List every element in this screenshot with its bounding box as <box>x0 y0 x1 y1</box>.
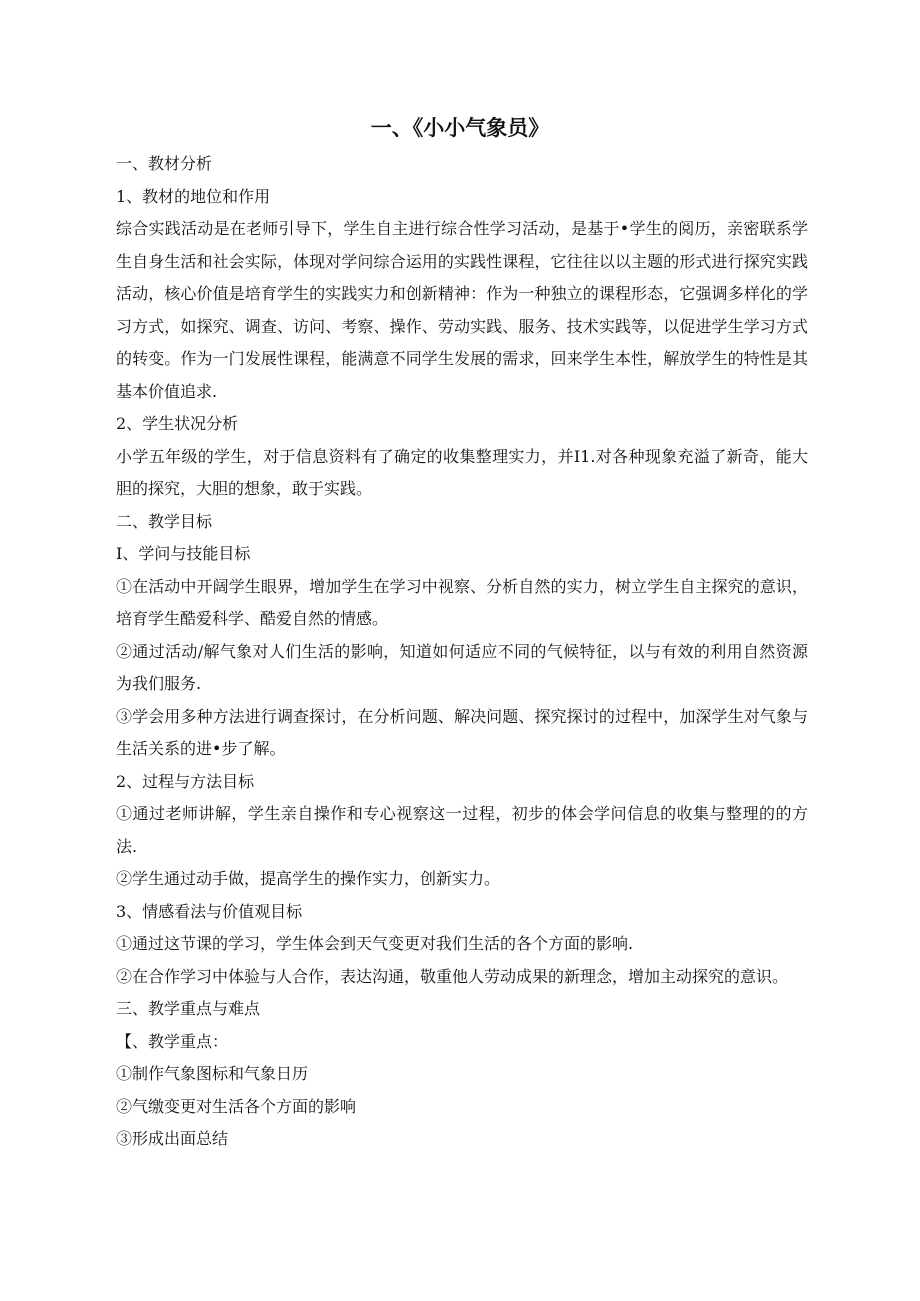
paragraph: 综合实践活动是在老师引导下，学生自主进行综合性学习活动，是基于•学生的阅历，亲密联系学生自身生活和社会实际，体现对学问综合运用的实践性课程，它往往以以主题的形式进行探究实践活动，核心价值是培育学生的实践实力和创新精神：作为一种独立的课程形态，它强调多样化的学习方式，如探究、调查、访问、考察、操作、劳动实践、服务、技术实践等，以促进学生学习方式的转变。作为一门发展性课程，能满意不同学生发展的需求，回来学生本性，解放学生的特性是其基本价值追求. <box>116 219 808 401</box>
subsection-heading: 2、过程与方法目标 <box>116 771 255 791</box>
subsection-heading: 【、教学重点： <box>116 1031 229 1051</box>
list-item: ②在合作学习中体验与人合作，表达沟通，敬重他人劳动成果的新理念，增加主动探究的意识。 <box>116 966 789 986</box>
section-heading: 一、教材分析 <box>116 154 213 173</box>
document-body <box>116 148 808 1156</box>
list-item: ②通过活动/解气象对人们生活的影响，知道如何适应不同的气候特征，以与有效的利用自然资源为我们服务. <box>116 641 808 693</box>
list-item: ①通过老师讲解，学生亲自操作和专心视察这一过程，初步的体会学问信息的收集与整理的的方法. <box>116 804 808 856</box>
list-item: ③学会用多种方法进行调查探讨，在分析问题、解决问题、探究探讨的过程中，加深学生对气象与生活关系的进•步了解。 <box>116 706 808 758</box>
document-title: 一、《小小气象员》 <box>370 116 550 140</box>
subsection-heading: 2、学生状况分析 <box>116 414 239 433</box>
list-item: ②学生通过动手做，提高学生的操作实力，创新实力。 <box>116 869 501 888</box>
subsection-heading: 1、教材的地位和作用 <box>116 186 271 206</box>
list-item: ③形成出面总结 <box>116 1129 229 1148</box>
subsection-heading: 3、情感看法与价值观目标 <box>116 901 303 921</box>
section-heading: 三、教学重点与难点 <box>116 999 261 1018</box>
paragraph: 小学五年级的学生，对于信息资料有了确定的收集整理实力，并I1.对各种现象充溢了新奇，能大胆的探究，大胆的想象，敢于实践。 <box>116 446 808 498</box>
list-item: ①通过这节课的学习，学生体会到天气变更对我们生活的各个方面的影响. <box>116 934 634 953</box>
section-heading: 二、教学目标 <box>116 511 213 531</box>
list-item: ②气缴变更对生活各个方面的影响 <box>116 1096 357 1116</box>
list-item: ①制作气象图标和气象日历 <box>116 1064 309 1083</box>
list-item: ①在活动中开阔学生眼界，增加学生在学习中视察、分析自然的实力，树立学生自主探究的意识，培育学生酷爱科学、酷爱自然的情感。 <box>116 576 808 628</box>
subsection-heading: I、学问与技能目标 <box>116 544 251 563</box>
